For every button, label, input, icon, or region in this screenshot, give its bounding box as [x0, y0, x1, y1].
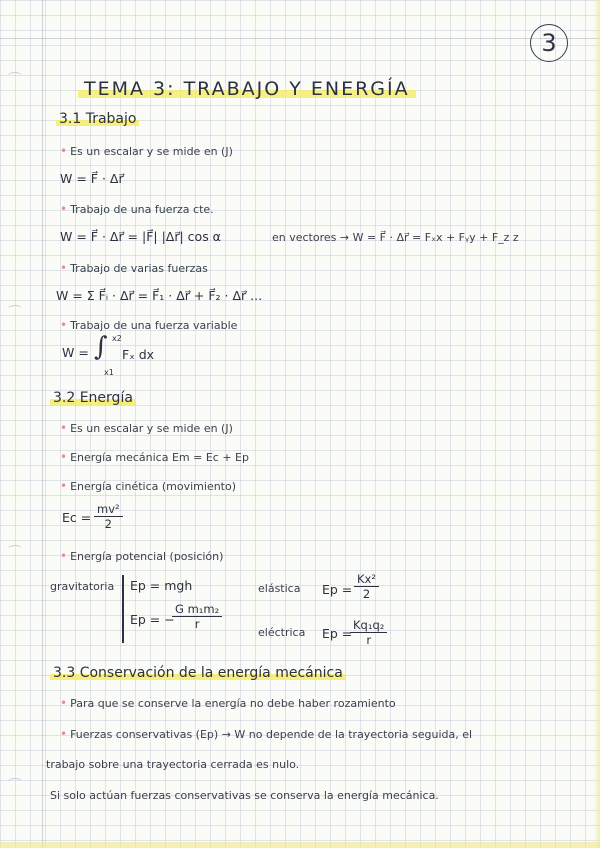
grav-numerator: G m₁m₂ — [172, 602, 222, 617]
equation-ep-elast-fraction — [354, 572, 379, 601]
label-elastica: elástica — [258, 582, 301, 595]
text-trayectoria-cerrada: trabajo sobre una trayectoria cerrada es nulo. — [46, 758, 300, 771]
equation-work-cte: W = F⃗ · Δr⃗ = |F⃗| |Δr⃗| cos α — [60, 229, 221, 244]
punch-hole — [8, 545, 22, 553]
label-gravitatoria: gravitatoria — [50, 580, 115, 593]
bullet-rozamiento: • Para que se conserve la energía no debe haber rozamiento — [60, 696, 396, 710]
integral-lower-limit: x1 — [104, 368, 114, 377]
bullet-escalar-energia: • Es un escalar y se mide en (J) — [60, 421, 233, 435]
equation-ep-elec-lhs: Ep = — [322, 626, 353, 641]
elast-numerator: Kx² — [354, 572, 379, 587]
section-heading-energia: 3.2 Energía — [50, 390, 136, 406]
integral-upper-limit: x2 — [112, 334, 122, 343]
equation-ec-fraction — [94, 502, 123, 531]
page-edge — [0, 842, 600, 848]
elec-numerator: Kq₁q₂ — [350, 618, 387, 633]
bullet-energia-cinetica: • Energía cinética (movimiento) — [60, 479, 236, 493]
equation-ep-grav-lhs: Ep = − — [130, 612, 175, 627]
equation-ep-elec-fraction — [350, 618, 387, 647]
margin-line — [42, 0, 43, 848]
equation-ec-lhs: Ec = — [62, 510, 92, 525]
bullet-escalar: • Es un escalar y se mide en (J) — [60, 144, 233, 158]
brace-line — [122, 575, 124, 643]
elast-denominator: 2 — [362, 587, 371, 601]
page-edge — [594, 0, 600, 848]
equation-work-integral-lhs: W = — [62, 345, 89, 360]
page-title: TEMA 3: TRABAJO Y ENERGÍA — [78, 78, 416, 100]
equation-work-sum: W = Σ F⃗ᵢ · Δr⃗ = F⃗₁ · Δr⃗ + F⃗₂ · Δr⃗ ... — [56, 288, 263, 303]
punch-hole — [8, 72, 22, 80]
label-electrica: eléctrica — [258, 626, 306, 639]
equation-ep-grav-fraction — [172, 602, 222, 631]
ec-denominator: 2 — [104, 517, 112, 531]
equation-ep-elast-lhs: Ep = — [322, 582, 353, 597]
header-line — [0, 38, 600, 39]
section-heading-conservacion: 3.3 Conservación de la energía mecánica — [50, 665, 346, 681]
bullet-energia-mecanica: • Energía mecánica Em = Ec + Ep — [60, 450, 249, 464]
equation-work-integrand: Fₓ dx — [122, 347, 155, 362]
text-conservacion: Si solo actúan fuerzas conservativas se conserva la energía mecánica. — [50, 789, 439, 802]
punch-hole — [8, 778, 22, 786]
bullet-fuerzas-conservativas: • Fuerzas conservativas (Ep) → W no depende de la trayectoria seguida, el — [60, 727, 472, 741]
elec-denominator: r — [366, 633, 372, 647]
bullet-energia-potencial: • Energía potencial (posición) — [60, 549, 223, 563]
bullet-fuerza-variable: • Trabajo de una fuerza variable — [60, 318, 237, 332]
page-number: 3 — [530, 24, 568, 62]
ec-numerator: mv² — [94, 502, 123, 517]
grav-denominator: r — [194, 617, 200, 631]
equation-work: W = F⃗ · Δr⃗ — [60, 171, 124, 186]
integral-sign: ∫ — [94, 332, 108, 362]
bullet-varias-fuerzas: • Trabajo de varias fuerzas — [60, 261, 208, 275]
bullet-fuerza-cte: • Trabajo de una fuerza cte. — [60, 202, 214, 216]
section-heading-trabajo: 3.1 Trabajo — [56, 111, 139, 127]
punch-hole — [8, 305, 22, 313]
equation-ep-mgh: Ep = mgh — [130, 578, 193, 593]
equation-work-vectors: en vectores → W = F⃗ · Δr⃗ = Fₓx + Fᵧy + F_z z — [272, 231, 519, 244]
